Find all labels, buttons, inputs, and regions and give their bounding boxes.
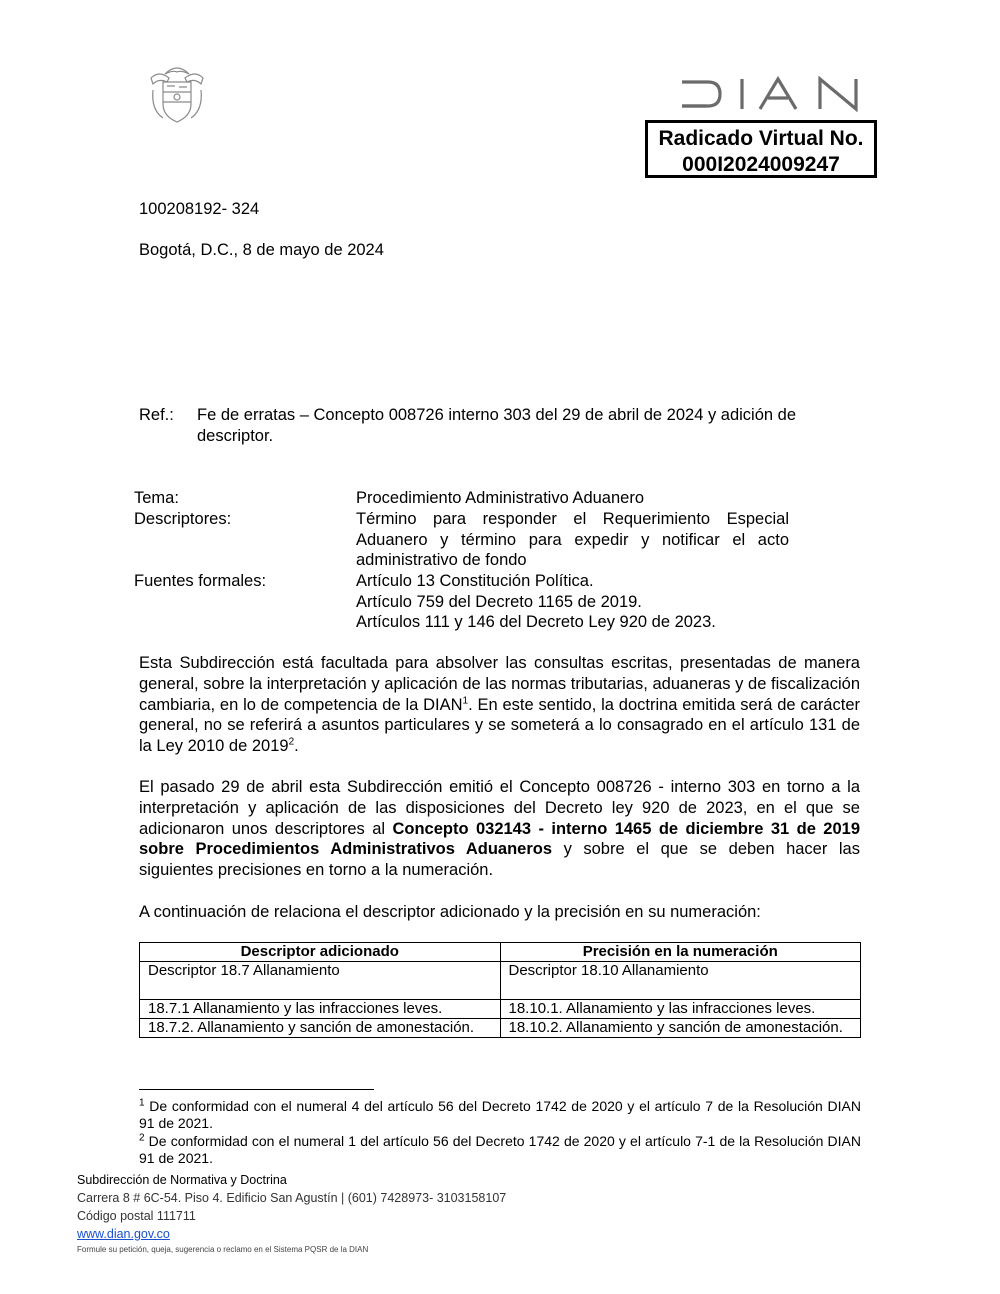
para1-text-c: . [294, 737, 299, 756]
footnote-mark: 1 [139, 1097, 145, 1109]
paragraph-intro-table: A continuación de relaciona el descriptor adicionado y la precisión en su numeración: [139, 903, 761, 921]
table-cell: 18.10.2. Allanamiento y sanción de amonestación. [500, 1019, 861, 1038]
table-header-row [140, 943, 861, 962]
document-number: 100208192- 324 [139, 200, 260, 218]
table-cell: 18.7.1 Allanamiento y las infracciones leves. [140, 1000, 501, 1019]
table-row [140, 1019, 861, 1038]
fuente-item: Artículo 13 Constitución Política. [356, 572, 594, 590]
para1-text-a: Esta Subdirección está facultada para absolver las consultas escritas, presentadas de manera general, sobre la interpretación y aplicación de las normas tributarias, aduaneras y de fiscalización cambiaria, en lo de competencia de la DIAN [139, 654, 860, 714]
descriptor-table [139, 942, 861, 1038]
footnote-mark: 2 [139, 1132, 145, 1144]
fuente-item: Artículo 759 del Decreto 1165 de 2019. [356, 592, 642, 611]
table-header: Descriptor adicionado [140, 943, 501, 962]
footnote-ref-2[interactable]: 2 [288, 736, 295, 748]
table-cell: 18.7.2. Allanamiento y sanción de amonestación. [140, 1019, 501, 1038]
fuentes-label: Fuentes formales: [134, 572, 267, 590]
place-date: Bogotá, D.C., 8 de mayo de 2024 [139, 241, 384, 259]
descriptores-label: Descriptores: [134, 510, 232, 528]
ref-text: Fe de erratas – Concepto 008726 interno 303 del 29 de abril de 2024 y adición de descriptor. [197, 406, 797, 445]
table-cell: 18.10.1. Allanamiento y las infracciones leves. [500, 1000, 861, 1019]
footnote-ref-1[interactable]: 1 [462, 695, 469, 707]
para2-text-a: El pasado 29 de abril esta Subdirección emitió el Concepto 008726 - interno 303 en torno a la interpretación y aplicación de las disposiciones del Decreto ley 920 de 2023, en el que se adicionaron unos descriptores al [139, 778, 860, 838]
table-header: Precisión en la numeración [500, 943, 861, 962]
footer-website-link[interactable]: www.dian.gov.co [77, 1227, 170, 1241]
footnote-1 [139, 1098, 861, 1132]
footer-pqsr-note: Formule su petición, queja, sugerencia o reclamo en el Sistema PQSR de la DIAN [77, 1245, 369, 1254]
footnote-separator [139, 1089, 374, 1090]
footnote-text: De conformidad con el numeral 4 del artículo 56 del Decreto 1742 de 2020 y el artículo 7 de la Resolución DIAN 91 de 2021. [139, 1098, 861, 1131]
footnote-text: De conformidad con el numeral 1 del artículo 56 del Decreto 1742 de 2020 y el artículo 7-1 de la Resolución DIAN 91 de 2021. [139, 1133, 861, 1166]
para2-concept-bold: Concepto 032143 - interno 1465 de diciembre 31 de 2019 sobre Procedimientos Administrativos Aduaneros [139, 819, 860, 859]
table-cell: Descriptor 18.7 Allanamiento [140, 962, 501, 1000]
table-row [140, 1000, 861, 1019]
table-row [140, 962, 861, 1000]
footer-title: Subdirección de Normativa y Doctrina [77, 1173, 287, 1187]
ref-label: Ref.: [139, 406, 174, 424]
radicado-number: 000I2024009247 [682, 153, 840, 176]
footer-postal: Código postal 111711 [77, 1209, 196, 1223]
para2-text-b: y sobre el que se deben hacer las siguientes precisiones en torno a la numeración. [139, 840, 860, 880]
descriptores-value: Término para responder el Requerimiento Especial Aduanero y término para expedir y notificar el acto administrativo de fondo [356, 510, 789, 569]
dian-logo [680, 76, 860, 112]
dian-logo-text: DIAN [680, 76, 683, 77]
footer-address: Carrera 8 # 6C-54. Piso 4. Edificio San Agustín | (601) 7428973- 3103158107 [77, 1191, 507, 1205]
paragraph-background [139, 777, 860, 881]
fuentes-list [356, 571, 816, 633]
tema-label: Tema: [134, 489, 179, 507]
table-cell: Descriptor 18.10 Allanamiento [500, 962, 861, 1000]
fuente-item: Artículos 111 y 146 del Decreto Ley 920 de 2023. [356, 613, 716, 631]
radicado-label: Radicado Virtual No. [658, 127, 864, 150]
para1-text-b: . En este sentido, la doctrina emitida será de carácter general, no se referirá a asuntos particulares y se someterá a lo consagrado en el artículo 131 de la Ley 2010 de 2019 [139, 695, 860, 756]
radicado-box [645, 120, 877, 178]
footnote-2 [139, 1133, 861, 1167]
coat-of-arms-icon [145, 60, 209, 126]
tema-value: Procedimiento Administrativo Aduanero [356, 489, 644, 507]
paragraph-competence [139, 653, 860, 757]
